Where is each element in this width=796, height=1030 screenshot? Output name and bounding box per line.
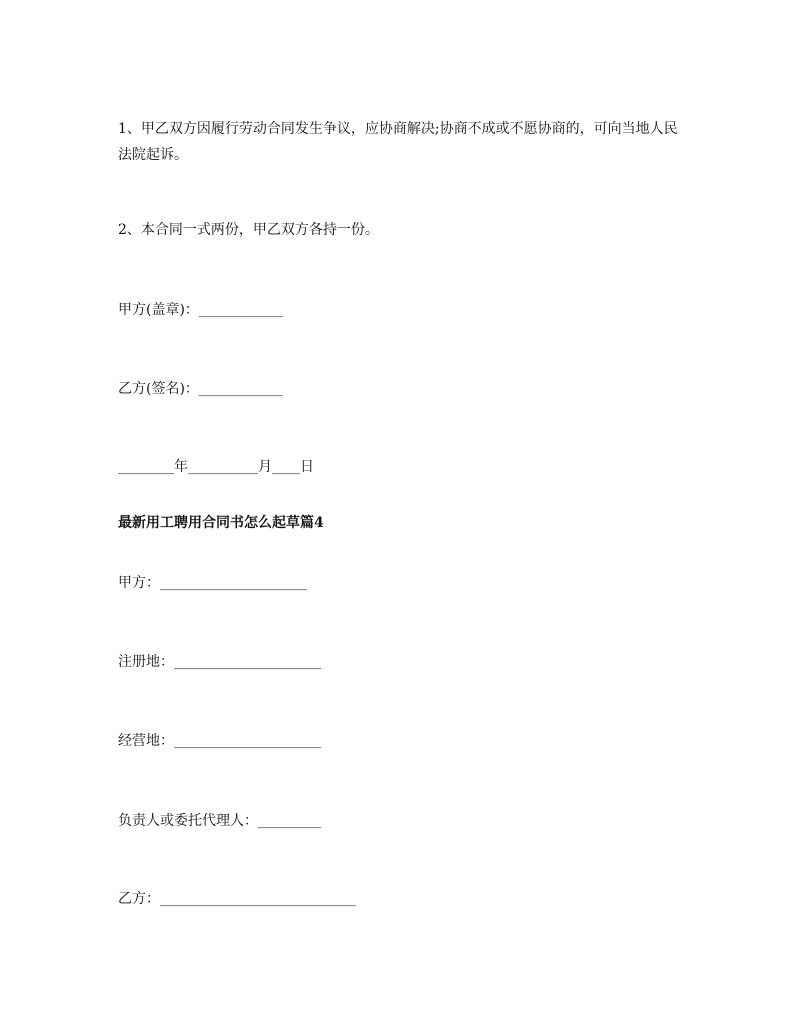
clause-2: 2、本合同一式两份，甲乙双方各持一份。 (118, 222, 379, 238)
party-a-seal-line: 甲方(盖章)：____________ (118, 302, 283, 318)
registered-address-field: 注册地：_____________________ (118, 654, 321, 670)
clause-1: 1、甲乙双方因履行劳动合同发生争议，应协商解决;协商不成或不愿协商的，可向当地人民法院起诉。 (118, 121, 678, 163)
party-b-sign-line: 乙方(签名)：____________ (118, 381, 283, 397)
party-a-field: 甲方：_____________________ (118, 575, 307, 591)
date-line: ________年__________月____日 (118, 459, 314, 475)
business-address-field: 经营地：_____________________ (118, 733, 321, 749)
section-title: 最新用工聘用合同书怎么起草篇4 (118, 515, 324, 531)
party-b-field: 乙方：____________________________ (118, 891, 356, 907)
representative-field: 负责人或委托代理人：_________ (118, 813, 321, 829)
